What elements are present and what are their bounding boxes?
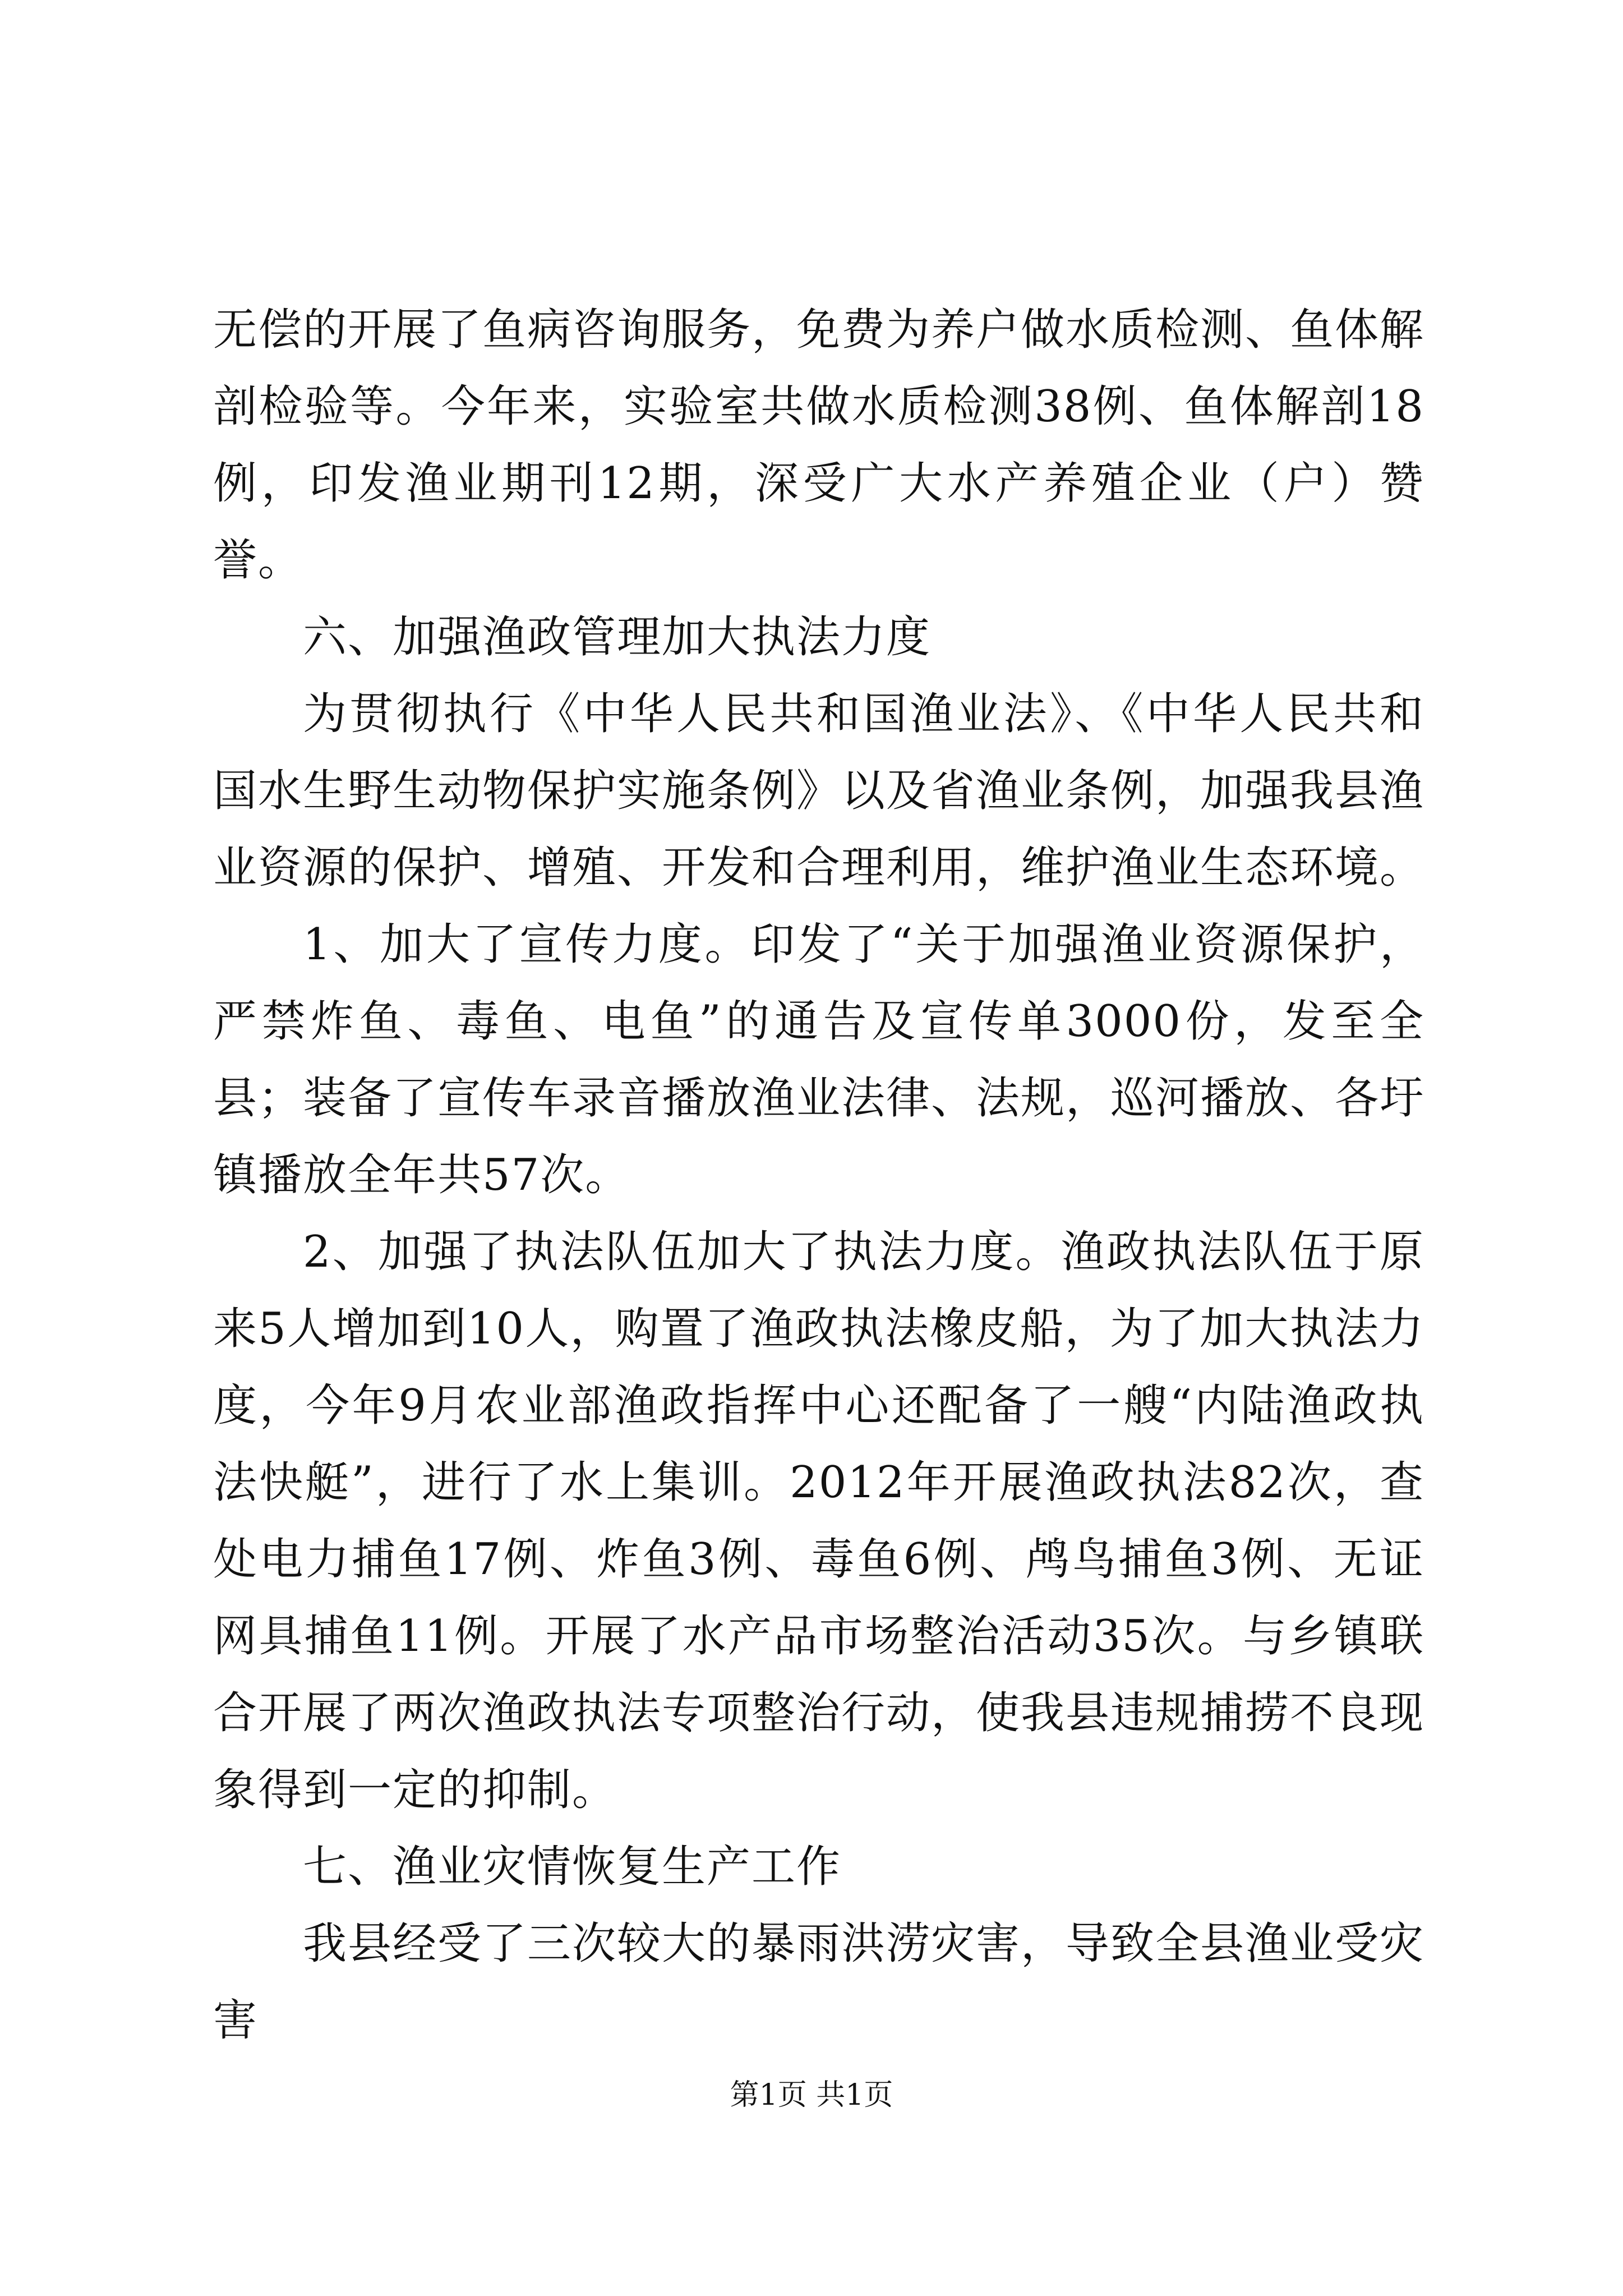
- paragraph-enforcement: 2、加强了执法队伍加大了执法力度。渔政执法队伍于原来5人增加到10人，购置了渔政执法橡皮船，为了加大执法力度，今年9月农业部渔政指挥中心还配备了一艘“内陆渔政执法快艇”，进行了水上集训。2012年开展渔政执法82次，查处电力捕鱼17例、炸鱼3例、毒鱼6例、鸬鸟捕鱼3例、无证网具捕鱼11例。开展了水产品市场整治活动35次。与乡镇联合开展了两次渔政执法专项整治行动，使我县违规捕捞不良现象得到一定的抑制。: [213, 1227, 1425, 1815]
- section-heading-fishery-administration: 六、加强渔政管理加大执法力度: [303, 612, 932, 662]
- paragraph-fish-disease-service: 无偿的开展了鱼病咨询服务，免费为养户做水质检测、鱼体解剖检验等。今年来，实验室共做水质检测38例、鱼体解剖18例，印发渔业期刊12期，深受广大水产养殖企业（户）赞誉。: [213, 305, 1425, 586]
- paragraph-legal-basis: 为贯彻执行《中华人民共和国渔业法》、《中华人民共和国水生野生动物保护实施条例》以及省渔业条例，加强我县渔业资源的保护、增殖、开发和合理利用，维护渔业生态环境。: [213, 689, 1425, 893]
- document-body: [213, 292, 1424, 2059]
- paragraph-publicity: 1、加大了宣传力度。印发了“关于加强渔业资源保护，严禁炸鱼、毒鱼、电鱼”的通告及宣传单3000份，发至全县；装备了宣传车录音播放渔业法律、法规，巡河播放、各圩镇播放全年共57次。: [213, 919, 1425, 1200]
- page-footer: 第1页 共1页: [730, 2078, 893, 2112]
- paragraph-flood-disaster: 我县经受了三次较大的暴雨洪涝灾害，导致全县渔业受灾害: [213, 1918, 1425, 2046]
- section-heading-disaster-recovery: 七、渔业灾情恢复生产工作: [303, 1842, 842, 1892]
